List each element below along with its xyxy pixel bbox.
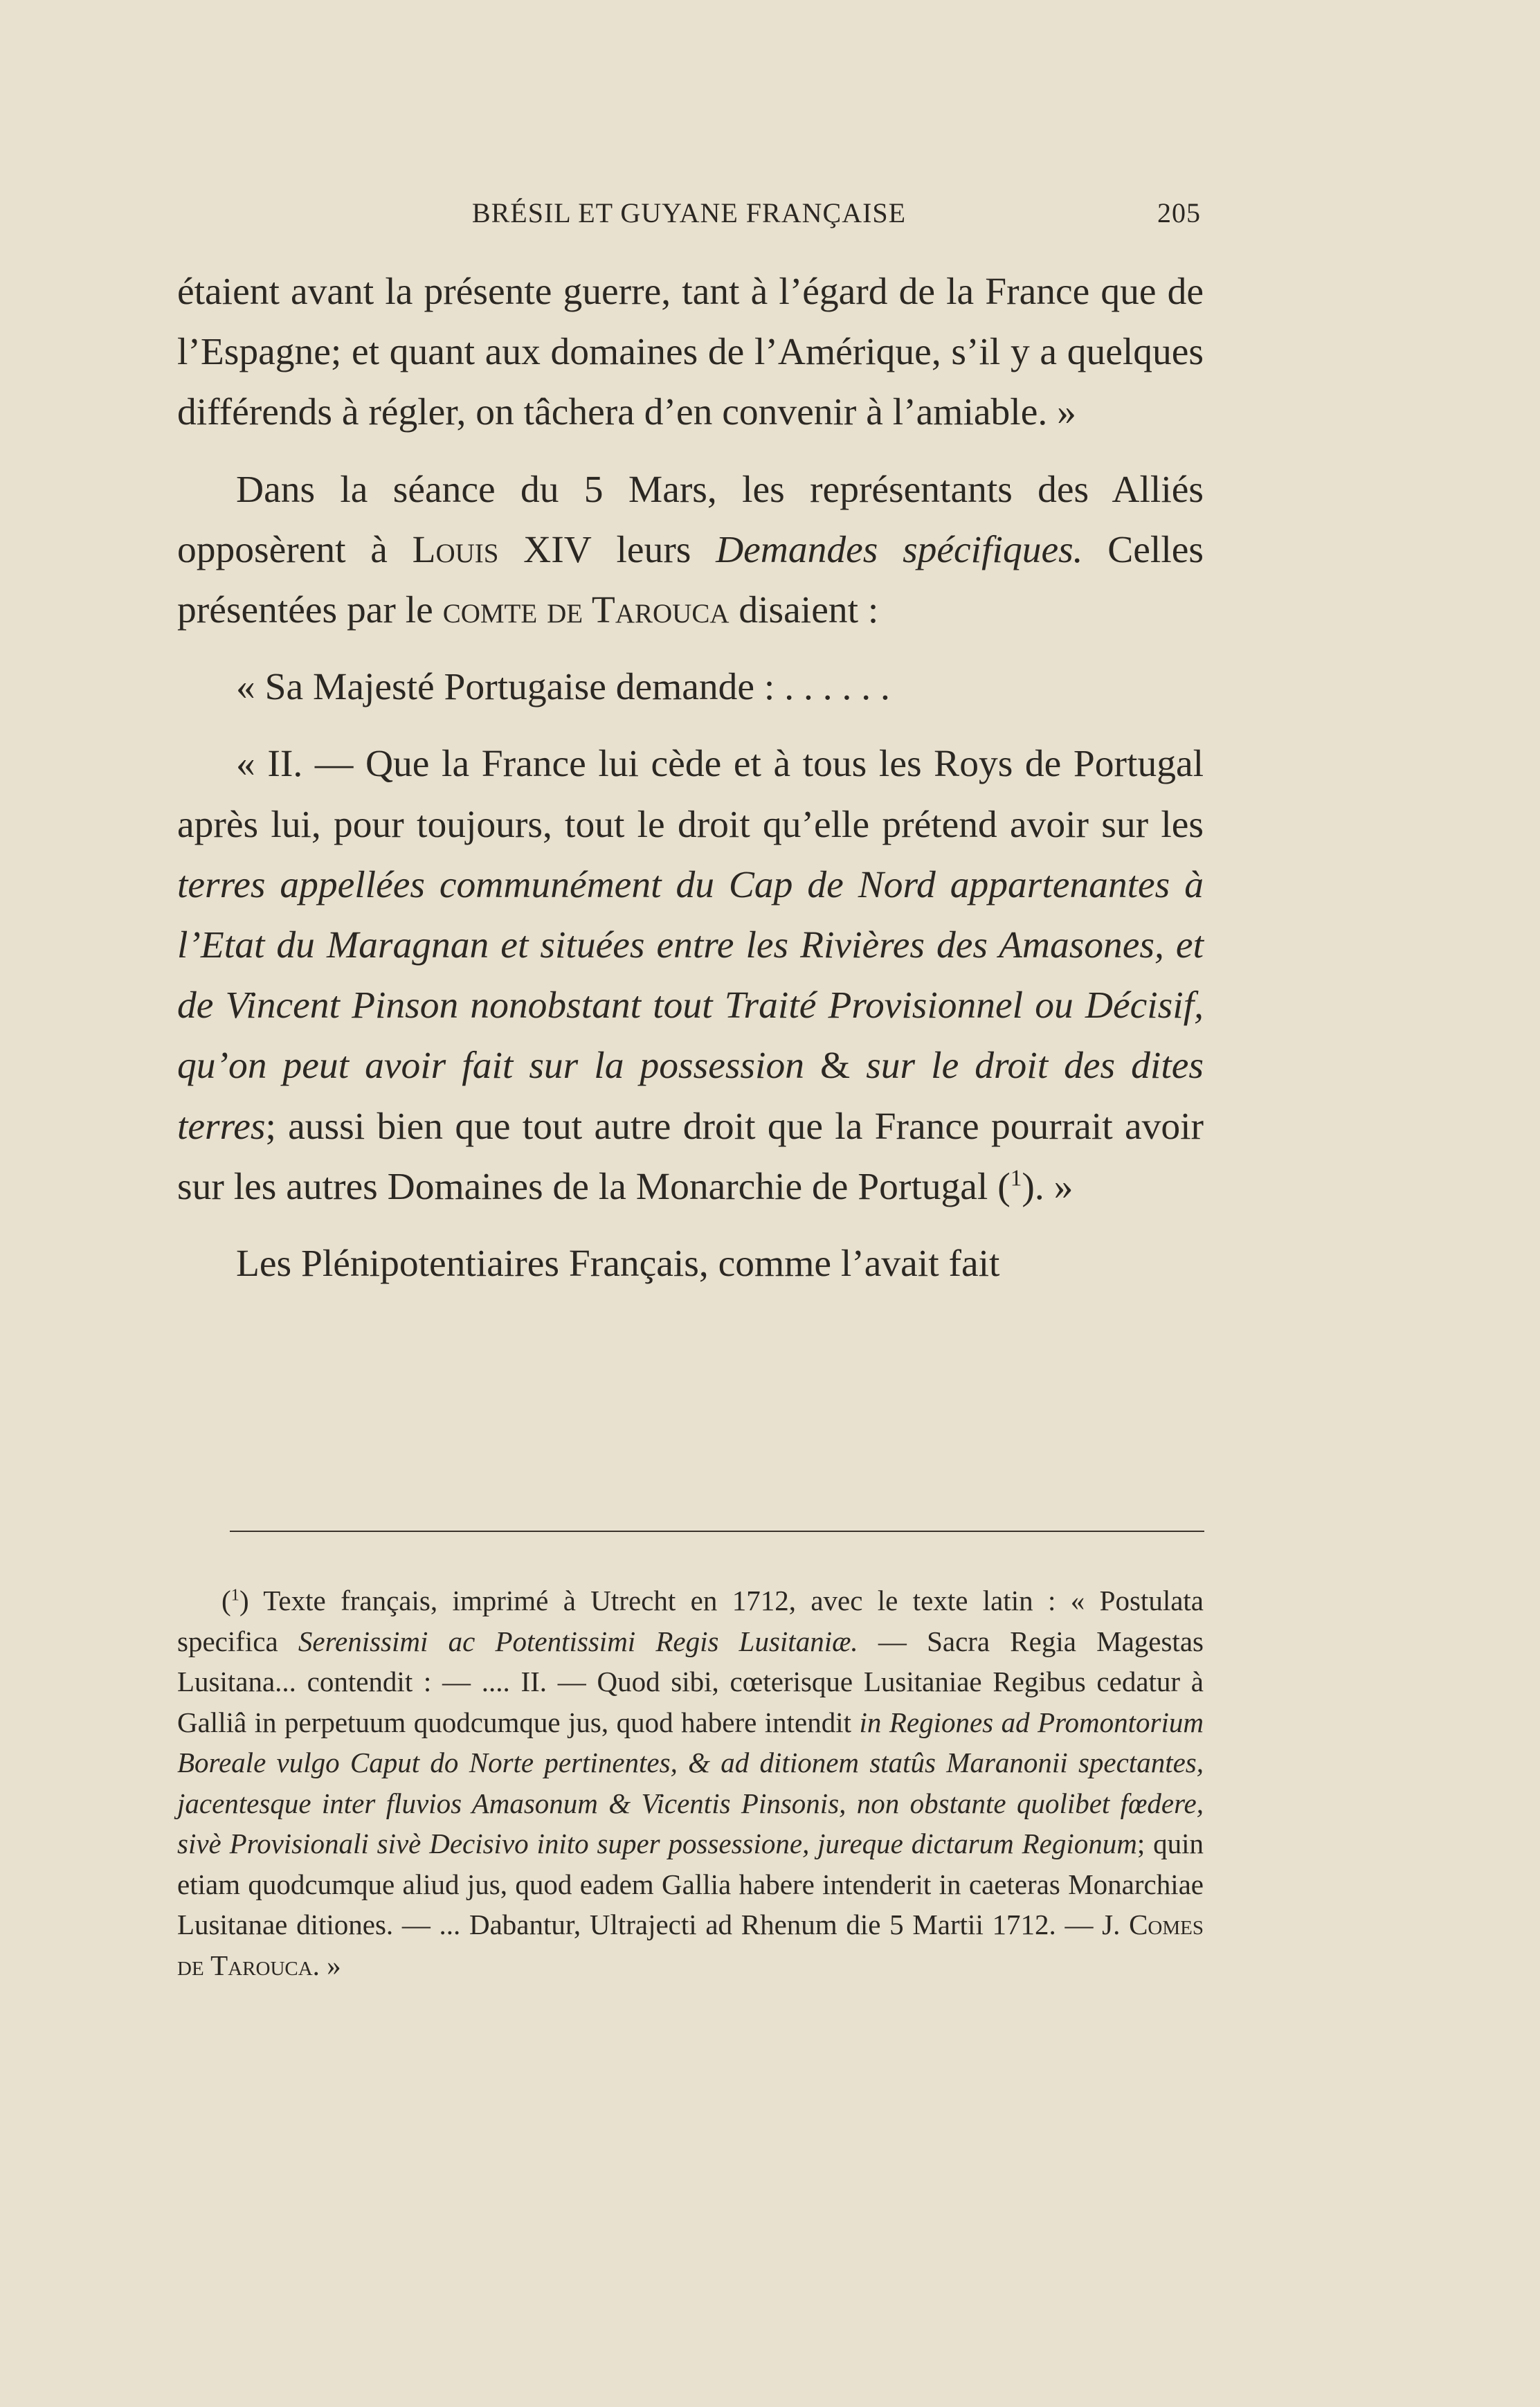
text-run: « II. — Que la France lui cède et à tous les Roys de Portugal après lui, pour toujours, tout le droit qu’elle prétend avoir sur les (177, 743, 1204, 846)
text-run: & (804, 1045, 867, 1088)
footnote-divider (230, 1531, 1204, 1532)
paragraph-plenipotentiaires (177, 1234, 1204, 1294)
italic-text: in Regiones ad Promontorium Boreale vulgo Caput do Norte pertinentes, & ad ditionem statûs Maranonii spectantes, jacentesque inter fluvios Amasonum & Vicentis Pinsonis, non obstante quolibet fœdere, sivè Provisionali sivè Decisivo inito super possessione, jureque dictarum Regionum (177, 1706, 1204, 1859)
text-run: ; quin etiam quodcumque aliud jus, quod eadem Gallia habere intenderit in caeteras Monarchiae Lusitanae ditiones. — ... Dabantur, Ultrajecti ad Rhenum die 5 Martii 1712. — J. (177, 1828, 1204, 1940)
small-caps-text: Comes de Tarouca (177, 1909, 1204, 1981)
text-run: étaient avant la présente guerre, tant à l’égard de la France que de l’Espagne; et quant aux domaines de l’Amérique, s’il y a quelques différends à régler, on tâchera d’en convenir à l’amiable. » (177, 271, 1204, 434)
text-run: Dans la séance du 5 Mars, les représentants des Alliés opposèrent à (177, 468, 1204, 571)
page-number: 205 (1157, 197, 1201, 228)
footnote-marker: 1 (230, 1585, 239, 1605)
paragraph-seance (177, 460, 1204, 641)
small-caps-text: Louis XIV (412, 528, 592, 571)
paragraph-continuation (177, 262, 1204, 443)
text-run: . » (312, 1949, 341, 1981)
paragraph-article-ii (177, 734, 1204, 1217)
text-run: ( (221, 1585, 231, 1616)
text-run: ) Texte français, imprimé à Utrecht en 1712, avec le texte latin : « Postulata specifica (177, 1585, 1204, 1657)
footnote-marker: 1 (1010, 1165, 1022, 1191)
footnote-text (177, 1580, 1204, 1985)
italic-text: terres appellées communément du Cap de Nord appartenantes à l’Etat du Maragnan et situées entre les Rivières des Amasones, et de Vincent Pinson nonobstant tout Traité Provisionnel ou Décisif, qu’on peut avoir fait sur la possession (177, 863, 1204, 1088)
italic-text: Demandes spécifiques. (716, 528, 1083, 571)
text-run: ). » (1022, 1165, 1074, 1208)
text-run: ; aussi bien que tout autre droit que la France pourrait avoir sur les autres Domaines de la Monarchie de Portugal ( (177, 1105, 1204, 1208)
text-run: — Sacra Regia Magestas Lusitana... contendit : — .... II. — Quod sibi, cœterisque Lusitaniae Regibus cedatur à Galliâ in perpetuum quodcumque jus, quod habere intendit (177, 1625, 1204, 1738)
text-run: leurs (591, 528, 716, 571)
text-run: disaient : (729, 589, 879, 632)
running-title: BRÉSIL ET GUYANE FRANÇAISE (471, 197, 907, 228)
body-text (177, 262, 1204, 1294)
footnote (177, 1580, 1204, 1985)
italic-text: Serenissimi ac Potentissimi Regis Lusitaniæ. (298, 1625, 858, 1657)
text-run: Celles présentées par le (177, 528, 1204, 632)
running-header (177, 197, 1201, 238)
small-caps-text: comte de Tarouca (442, 589, 730, 632)
text-run: Les Plénipotentiaires Français, comme l’avait fait (236, 1243, 1000, 1286)
text-run: « Sa Majesté Portugaise demande : . . . . . . (236, 666, 890, 709)
paragraph-demande (177, 657, 1204, 717)
italic-text: sur le droit des dites terres (177, 1045, 1204, 1148)
